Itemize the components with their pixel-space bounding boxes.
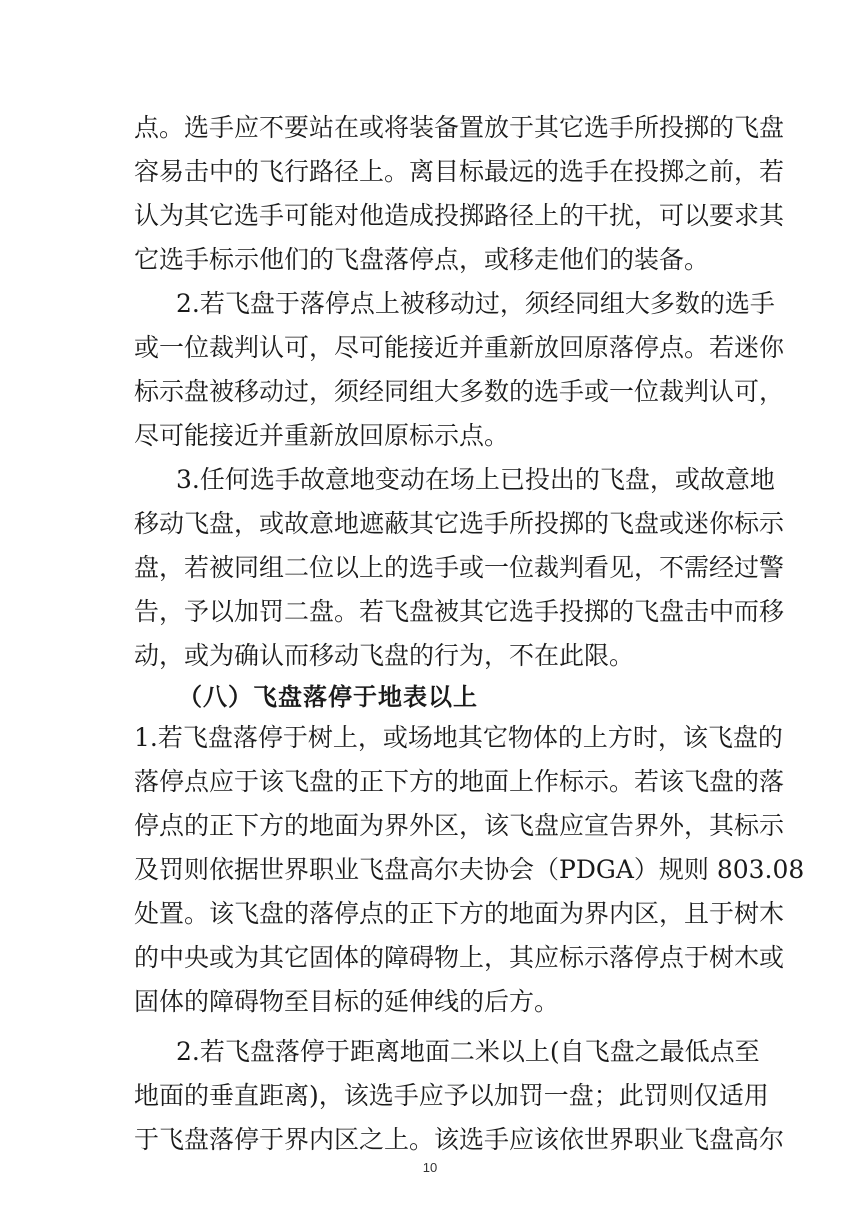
paragraph-4-line-5: 处置。该飞盘的落停点的正下方的地面为界内区，且于树木	[134, 899, 785, 928]
paragraph-4-line-6: 的中央或为其它固体的障碍物上，其应标示落停点于树木或	[134, 943, 785, 972]
paragraph-4-line-7: 固体的障碍物至目标的延伸线的后方。	[134, 987, 560, 1016]
paragraph-1-line-3: 认为其它选手可能对他造成投掷路径上的干扰，可以要求其	[134, 201, 785, 230]
paragraph-4-line-1: 1.若飞盘落停于树上，或场地其它物体的上方时，该飞盘的	[134, 723, 783, 752]
paragraph-2-line-4: 尽可能接近并重新放回原标示点。	[134, 421, 510, 450]
paragraph-4-line-3: 停点的正下方的地面为界外区，该飞盘应宣告界外，其标示	[134, 811, 785, 840]
paragraph-3-line-1: 3.任何选手故意地变动在场上已投出的飞盘，或故意地	[176, 465, 775, 494]
paragraph-5-line-1: 2.若飞盘落停于距离地面二米以上(自飞盘之最低点至	[176, 1037, 760, 1066]
paragraph-4-line-2: 落停点应于该飞盘的正下方的地面上作标示。若该飞盘的落	[134, 767, 785, 796]
paragraph-3-line-2: 移动飞盘，或故意地遮蔽其它选手所投掷的飞盘或迷你标示	[134, 509, 785, 538]
page-number: 10	[422, 1160, 438, 1175]
paragraph-1-line-1: 点。选手应不要站在或将装备置放于其它选手所投掷的飞盘	[134, 113, 785, 142]
paragraph-1-line-2: 容易击中的飞行路径上。离目标最远的选手在投掷之前，若	[134, 157, 785, 186]
paragraph-3-line-5: 动，或为确认而移动飞盘的行为，不在此限。	[134, 641, 635, 670]
paragraph-1-line-4: 它选手标示他们的飞盘落停点，或移走他们的装备。	[134, 245, 710, 274]
paragraph-3-line-4: 告，予以加罚二盘。若飞盘被其它选手投掷的飞盘击中而移	[134, 597, 785, 626]
paragraph-5-line-2: 地面的垂直距离)，该选手应予以加罚一盘；此罚则仅适用	[134, 1081, 769, 1110]
paragraph-2-line-2: 或一位裁判认可，尽可能接近并重新放回原落停点。若迷你	[134, 333, 785, 362]
section-heading: （八）飞盘落停于地表以上	[178, 683, 478, 711]
paragraph-2-line-3: 标示盘被移动过，须经同组大多数的选手或一位裁判认可，	[134, 377, 785, 406]
paragraph-2-line-1: 2.若飞盘于落停点上被移动过，须经同组大多数的选手	[176, 289, 775, 318]
paragraph-3-line-3: 盘，若被同组二位以上的选手或一位裁判看见，不需经过警	[134, 553, 785, 582]
paragraph-5-line-3: 于飞盘落停于界内区之上。该选手应该依世界职业飞盘高尔	[134, 1125, 785, 1154]
paragraph-4-line-4: 及罚则依据世界职业飞盘高尔夫协会（PDGA）规则 803.08	[134, 855, 805, 884]
